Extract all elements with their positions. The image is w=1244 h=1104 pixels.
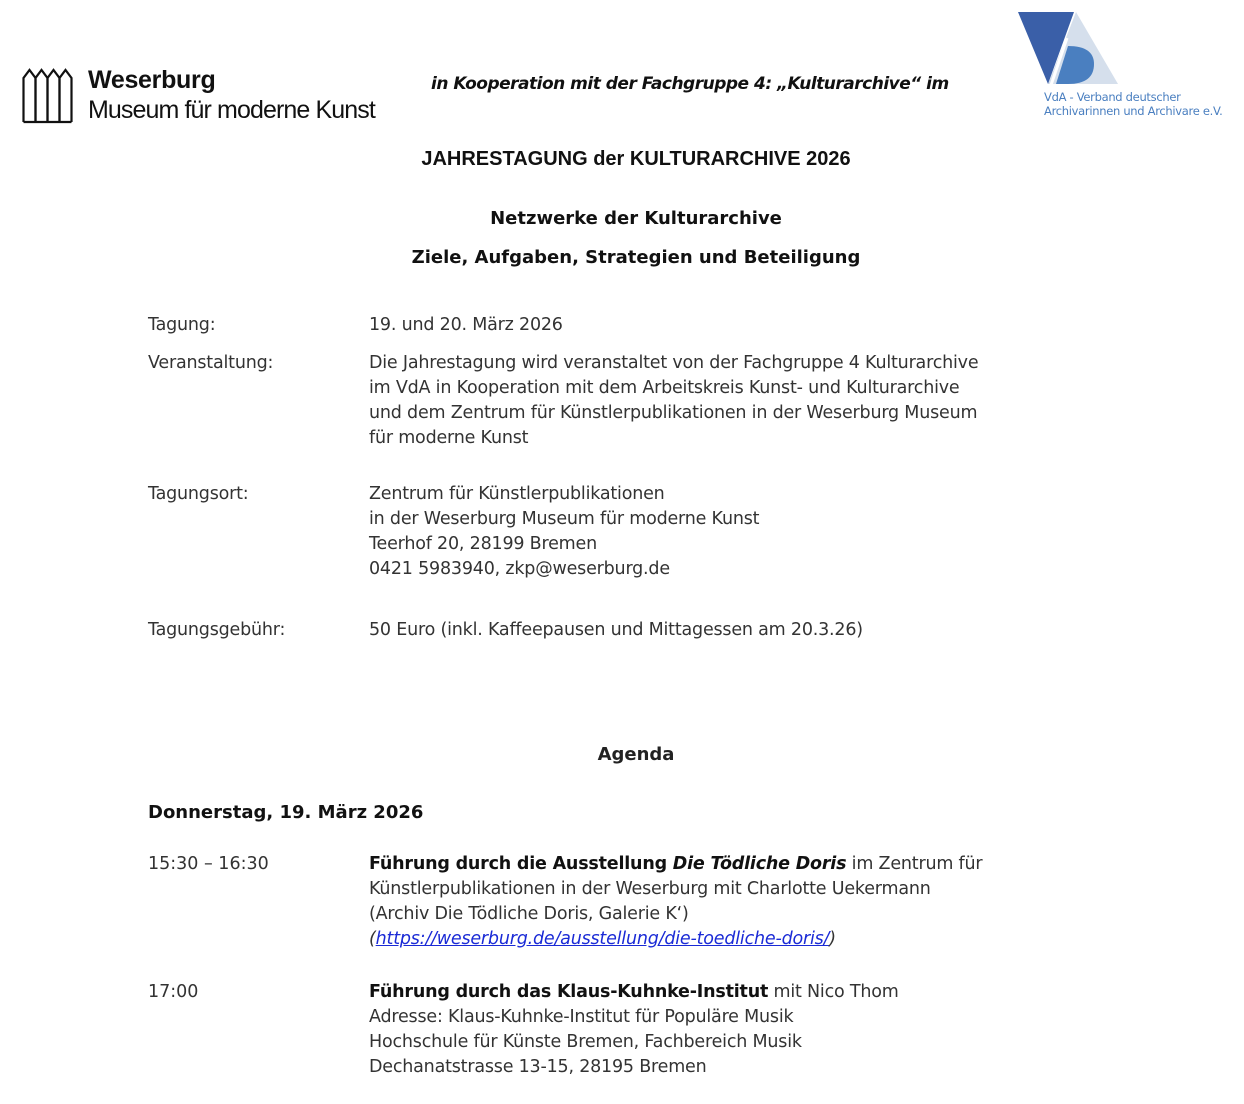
tagungsort-value [369,482,759,582]
agenda-item-rest: mit Nico Thom [768,982,899,1002]
agenda-item-heading [369,980,899,1005]
gebuehr-label: Tagungsgebühr: [148,620,286,640]
agenda-item-heading [369,852,982,877]
vda-logo [1010,8,1140,88]
subtitle-line2: Ziele, Aufgaben, Strategien und Beteiligung [411,247,861,268]
agenda-item-line: (Archiv Die Tödliche Doris, Galerie K‘) [369,904,689,924]
agenda-time: 17:00 [148,982,199,1002]
agenda-item-line: Adresse: Klaus-Kuhnke-Institut für Populäre Musik [369,1007,794,1027]
link-close-paren: ) [829,929,836,949]
gebuehr-value: 50 Euro (inkl. Kaffeepausen und Mittagessen am 20.3.26) [369,620,863,640]
link-open-paren: ( [369,929,376,949]
subtitle-line1: Netzwerke der Kulturarchive [490,208,782,229]
veranstaltung-label: Veranstaltung: [148,353,274,373]
tagung-value: 19. und 20. März 2026 [369,315,563,335]
agenda-item-rest: im Zentrum für [846,854,983,874]
cooperation-text: in Kooperation mit der Fachgruppe 4: „Kulturarchive“ im [431,74,949,94]
agenda-time: 15:30 – 16:30 [148,854,269,874]
agenda-item [369,980,899,1080]
agenda-title: Agenda [597,744,675,765]
agenda-item-line: Künstlerpublikationen in der Weserburg mit Charlotte Uekermann [369,879,931,899]
agenda-item-title: Führung durch das Klaus-Kuhnke-Institut [369,982,769,1002]
weserburg-logo [22,66,422,126]
tagungsort-line: 0421 5983940, zkp@weserburg.de [369,559,670,579]
vda-caption [1044,90,1222,118]
tagungsort-line: Teerhof 20, 28199 Bremen [369,534,597,554]
tagung-label: Tagung: [148,315,216,335]
exhibition-link[interactable]: https://weserburg.de/ausstellung/die-toedliche-doris/ [375,929,830,949]
agenda-item-exhibition: Die Tödliche Doris [672,854,847,874]
document-title: JAHRESTAGUNG der KULTURARCHIVE 2026 [421,148,851,170]
agenda-item-line: Dechanatstrasse 13-15, 28195 Bremen [369,1057,707,1077]
agenda-day: Donnerstag, 19. März 2026 [148,802,424,823]
vda-caption-line2: Archivarinnen und Archivare e.V. [1044,104,1223,118]
veranstaltung-line: Die Jahrestagung wird veranstaltet von der Fachgruppe 4 Kulturarchive [369,353,979,373]
agenda-item-title: Führung durch die Ausstellung [369,854,673,874]
tagungsort-line: in der Weserburg Museum für moderne Kunst [369,509,760,529]
tagungsort-line: Zentrum für Künstlerpublikationen [369,484,665,504]
agenda-item-line: Hochschule für Künste Bremen, Fachbereich Musik [369,1032,802,1052]
vda-logo-mark-icon [1010,8,1140,88]
weserburg-subtitle: Museum für moderne Kunst [88,96,375,124]
weserburg-house-icon [22,66,78,124]
weserburg-name: Weserburg [88,66,216,94]
tagungsort-label: Tagungsort: [148,484,249,504]
veranstaltung-line: im VdA in Kooperation mit dem Arbeitskreis Kunst- und Kulturarchive [369,378,960,398]
agenda-item [369,852,982,952]
veranstaltung-line: und dem Zentrum für Künstlerpublikationen in der Weserburg Museum [369,403,978,423]
veranstaltung-line: für moderne Kunst [369,428,529,448]
agenda-item-link-line [369,927,982,952]
veranstaltung-value [369,351,978,451]
vda-caption-line1: VdA - Verband deutscher [1044,90,1181,104]
